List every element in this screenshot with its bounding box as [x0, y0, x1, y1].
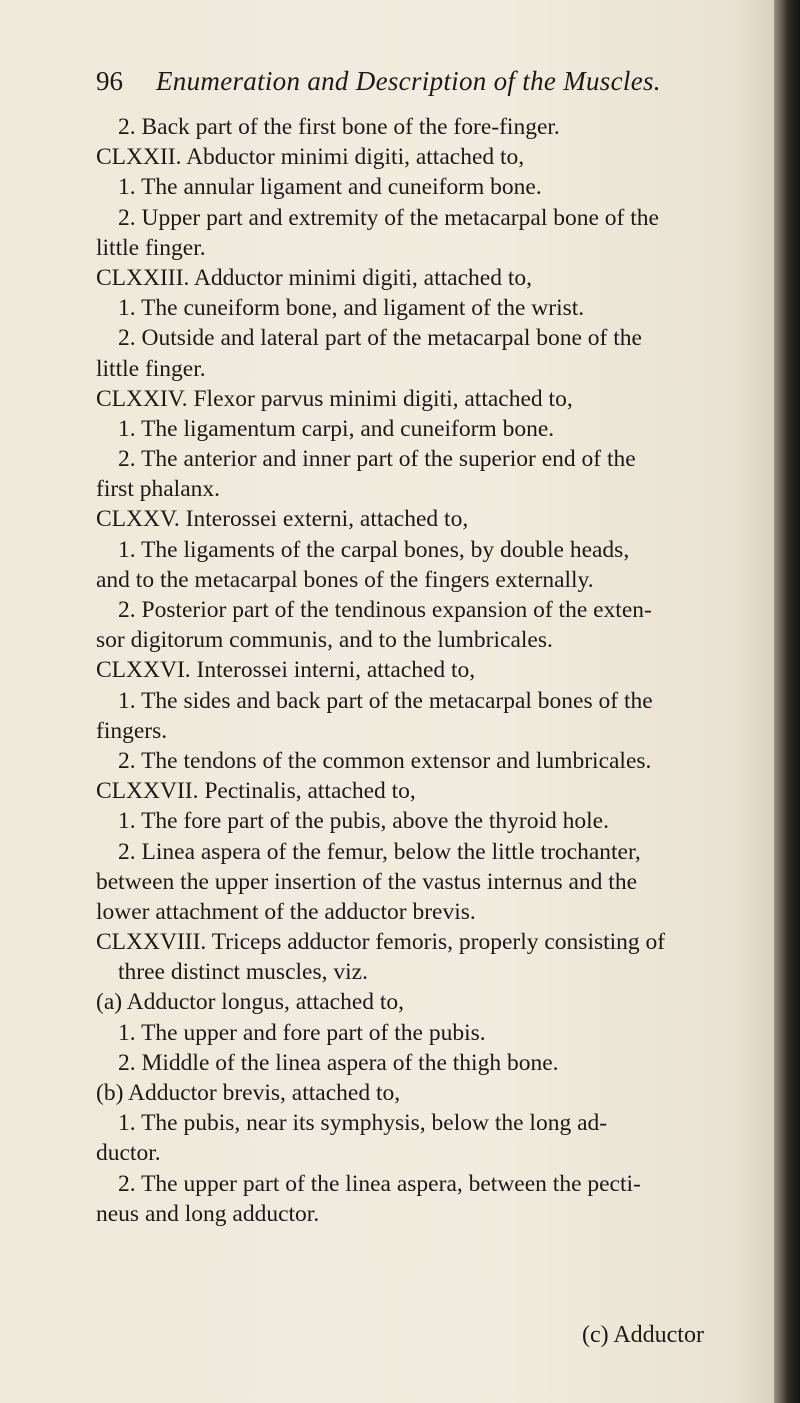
text-line: CLXXVI. Interossei interni, attached to, — [96, 657, 476, 684]
text-line: 1. The annular ligament and cuneiform bone. — [118, 174, 542, 201]
text-line: ductor. — [96, 1140, 161, 1167]
text-line: CLXXII. Abductor minimi digiti, attached to, — [96, 144, 525, 171]
page-header — [96, 64, 756, 108]
text-line: CLXXV. Interossei externi, attached to, — [96, 506, 469, 533]
text-line: little finger. — [96, 355, 206, 382]
text-line: CLXXVII. Pectinalis, attached to, — [96, 778, 416, 805]
text-line: 1. The upper and fore part of the pubis. — [118, 1019, 486, 1046]
running-title: Enumeration and Description of the Muscles. — [156, 66, 661, 96]
text-line: CLXXVIII. Triceps adductor femoris, properly consisting of — [96, 929, 666, 956]
text-line: neus and long adductor. — [96, 1200, 320, 1227]
text-line: 1. The fore part of the pubis, above the thyroid hole. — [118, 808, 609, 835]
text-line: lower attachment of the adductor brevis. — [96, 898, 476, 925]
body-text — [96, 112, 756, 1229]
text-line: first phalanx. — [96, 476, 220, 503]
text-line: 2. The tendons of the common extensor and lumbricales. — [118, 747, 652, 774]
text-line: three distinct muscles, viz. — [118, 959, 368, 986]
text-line: 2. The upper part of the linea aspera, between the pecti- — [118, 1170, 641, 1197]
catchword: (c) Adductor — [582, 1322, 704, 1348]
text-line: 2. Back part of the first bone of the fore-finger. — [118, 114, 560, 140]
text-line: little finger. — [96, 234, 206, 261]
text-line: 1. The sides and back part of the metacarpal bones of the — [118, 687, 653, 714]
text-line: fingers. — [96, 717, 168, 744]
text-line: 2. The anterior and inner part of the superior end of the — [118, 446, 636, 473]
text-line: 1. The pubis, near its symphysis, below the long ad- — [118, 1110, 608, 1137]
text-line: 1. The ligamentum carpi, and cuneiform bone. — [118, 415, 555, 442]
text-line: (b) Adductor brevis, attached to, — [96, 1080, 401, 1106]
text-line: CLXXIII. Adductor minimi digiti, attached to, — [96, 264, 532, 291]
text-line: 1. The ligaments of the carpal bones, by double heads, — [118, 536, 630, 563]
text-line: 2. Linea aspera of the femur, below the little trochanter, — [118, 838, 641, 865]
text-line: (a) Adductor longus, attached to, — [96, 989, 405, 1016]
text-line: CLXXIV. Flexor parvus minimi digiti, attached to, — [96, 385, 573, 412]
text-line: and to the metacarpal bones of the fingers externally. — [96, 566, 594, 593]
book-spine-edge — [774, 0, 800, 1403]
text-line: 2. Upper part and extremity of the metacarpal bone of the — [118, 204, 659, 231]
text-line: 2. Middle of the linea aspera of the thigh bone. — [118, 1049, 559, 1076]
text-line: 2. Outside and lateral part of the metacarpal bone of the — [118, 325, 642, 352]
text-line: between the upper insertion of the vastus internus and the — [96, 868, 638, 895]
page-number: 96 — [96, 66, 123, 96]
text-line: sor digitorum communis, and to the lumbricales. — [96, 627, 553, 654]
text-line: 2. Posterior part of the tendinous expansion of the exten- — [118, 597, 652, 623]
text-line: 1. The cuneiform bone, and ligament of the wrist. — [118, 295, 585, 322]
